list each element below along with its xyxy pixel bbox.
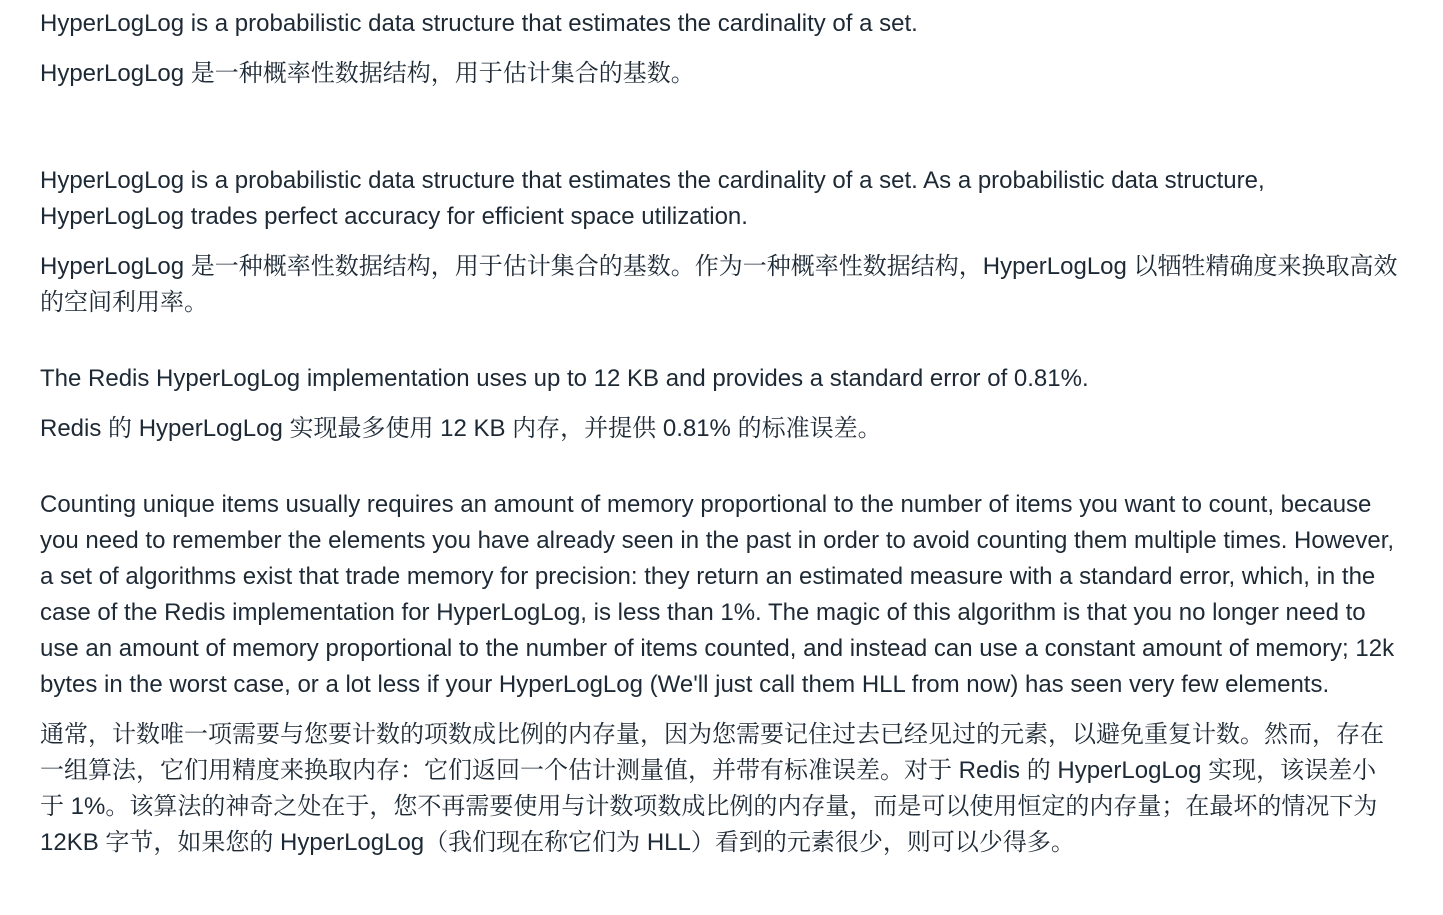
paragraph-english: The Redis HyperLogLog implementation uses up to 12 KB and provides a standard error of 0.81%. <box>40 365 1089 392</box>
paragraph-pair-intro <box>40 6 1400 92</box>
paragraph-english: HyperLogLog is a probabilistic data structure that estimates the cardinality of a set. As a probabilistic data structure, HyperLogLog trades perfect accuracy for efficient space utilization. <box>40 167 1265 230</box>
paragraph-chinese-translation: HyperLogLog 是一种概率性数据结构，用于估计集合的基数。作为一种概率性数据结构，HyperLogLog 以牺牲精确度来换取高效的空间利用率。 <box>40 253 1398 316</box>
paragraph-english: HyperLogLog is a probabilistic data structure that estimates the cardinality of a set. <box>40 10 918 37</box>
paragraph-pair-counting-explanation <box>40 487 1400 861</box>
paragraph-english: Counting unique items usually requires an amount of memory proportional to the number of items you want to count, because you need to remember the elements you have already seen in the past in order to avoid counting them multiple times. However, a set of algorithms exist that trade memory for precision: they return an estimated measure with a standard error, which, in the case of the Redis implementation for HyperLogLog, is less than 1%. The magic of this algorithm is that you no longer need to use an amount of memory proportional to the number of items counted, and instead can use a constant amount of memory; 12k bytes in the worst case, or a lot less if your HyperLogLog (We'll just call them HLL from now) has seen very few elements. <box>40 491 1395 698</box>
paragraph-pair-overview <box>40 163 1400 321</box>
paragraph-chinese-translation: Redis 的 HyperLogLog 实现最多使用 12 KB 内存，并提供 0.81% 的标准误差。 <box>40 415 882 442</box>
paragraph-pair-redis-implementation <box>40 361 1400 447</box>
paragraph-chinese-translation: 通常，计数唯一项需要与您要计数的项数成比例的内存量，因为您需要记住过去已经见过的元素，以避免重复计数。然而，存在一组算法，它们用精度来换取内存：它们返回一个估计测量值，并带有标准误差。对于 Redis 的 HyperLogLog 实现，该误差小于 1%。该算法的神奇之处在于，您不再需要使用与计数项数成比例的内存量，而是可以使用恒定的内存量；在最坏的情况下为 12KB 字节，如果您的 HyperLogLog（我们现在称它们为 HLL）看到的元素很少，则可以少得多。 <box>40 721 1384 856</box>
paragraph-chinese-translation: HyperLogLog 是一种概率性数据结构，用于估计集合的基数。 <box>40 60 695 87</box>
article-content <box>40 6 1400 861</box>
